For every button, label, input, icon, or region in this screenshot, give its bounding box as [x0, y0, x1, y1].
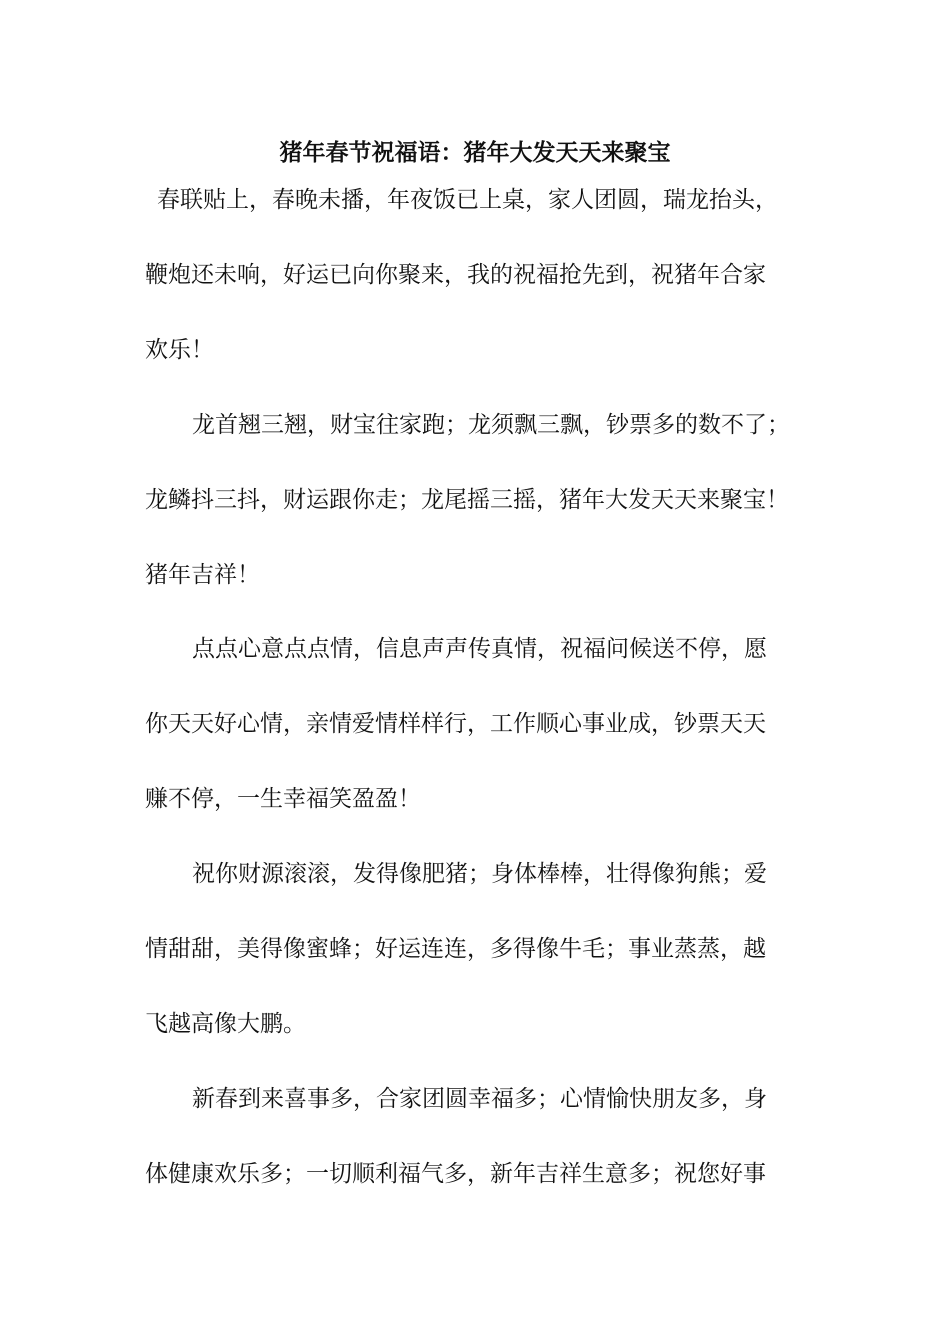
text-line: 龙首翘三翘，财宝往家跑；龙须飘三飘，钞票多的数不了；: [192, 412, 790, 438]
text-line: 春联贴上，春晚未播，年夜饭已上桌，家人团圆，瑞龙抬头，: [157, 187, 778, 213]
text-line: 体健康欢乐多；一切顺利福气多，新年吉祥生意多；祝您好事: [145, 1161, 766, 1187]
text-line: 你天天好心情，亲情爱情样样行，工作顺心事业成，钞票天天: [145, 711, 766, 737]
document-title: 猪年春节祝福语：猪年大发天天来聚宝: [279, 139, 671, 166]
text-line: 新春到来喜事多，合家团圆幸福多；心情愉快朋友多，身: [192, 1086, 767, 1112]
text-line: 情甜甜，美得像蜜蜂；好运连连，多得像牛毛；事业蒸蒸，越: [145, 936, 766, 962]
text-line: 赚不停，一生幸福笑盈盈！: [145, 786, 421, 812]
text-line: 飞越高像大鹏。: [145, 1011, 306, 1037]
text-line: 欢乐！: [145, 337, 214, 363]
text-line: 龙鳞抖三抖，财运跟你走；龙尾摇三摇，猪年大发天天来聚宝！: [145, 487, 789, 513]
text-line: 猪年吉祥！: [145, 562, 260, 588]
text-line: 点点心意点点情，信息声声传真情，祝福问候送不停，愿: [192, 636, 767, 662]
text-line: 祝你财源滚滚，发得像肥猪；身体棒棒，壮得像狗熊；爱: [192, 861, 767, 887]
text-line: 鞭炮还未响，好运已向你聚来，我的祝福抢先到，祝猪年合家: [145, 262, 766, 288]
